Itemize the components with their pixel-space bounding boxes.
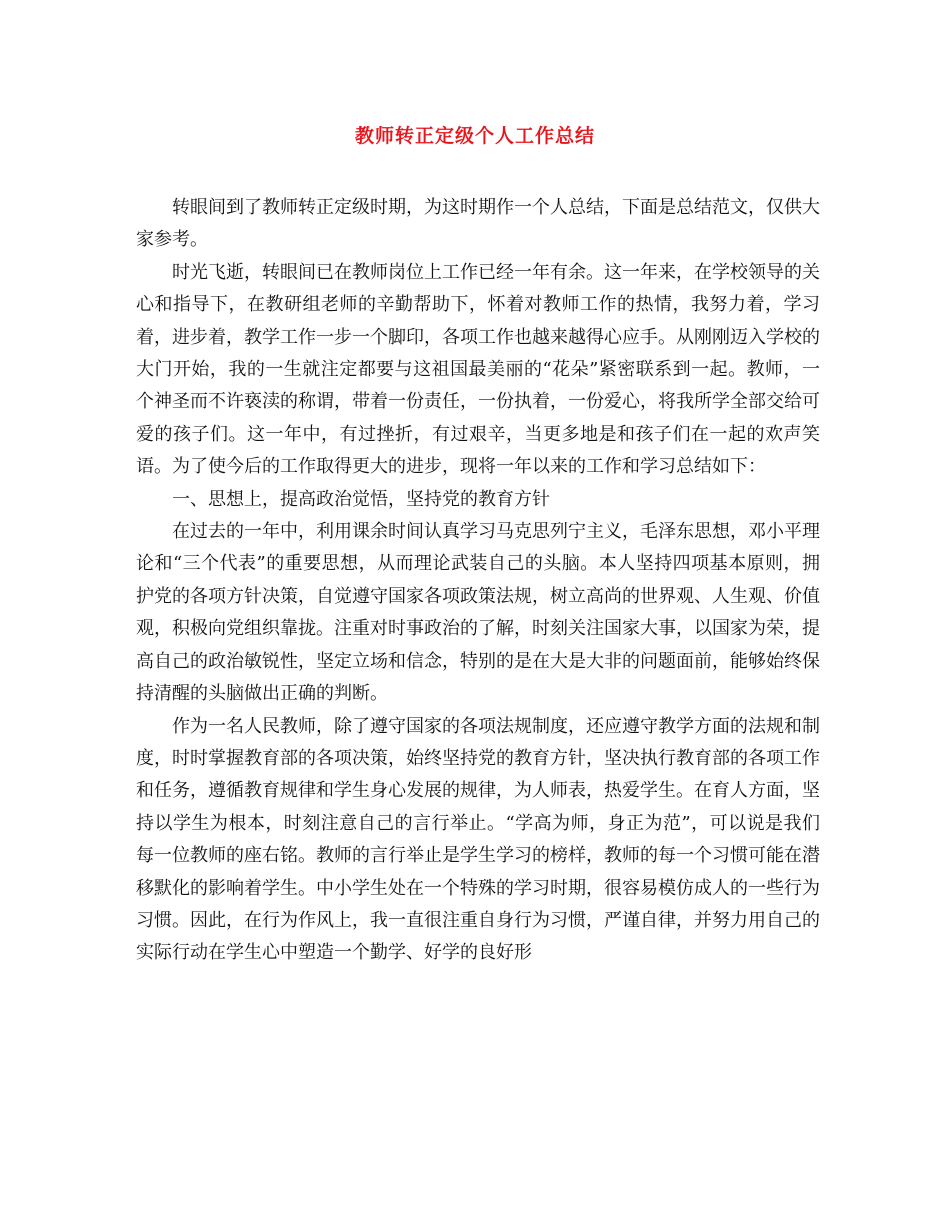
section-heading-ideology: 一、思想上，提高政治觉悟，坚持党的教育方针 [172, 488, 550, 510]
paragraph-intro: 转眼间到了教师转正定级时期，为这时期作一个人总结，下面是总结范文，仅供大家参考。 [136, 197, 820, 251]
document-title: 教师转正定级个人工作总结 [354, 125, 595, 147]
paragraph-ideology: 在过去的一年中，利用课余时间认真学习马克思列宁主义，毛泽东思想，邓小平理论和“三个代表”的重要思想，从而理论武装自己的头脑。本人坚持四项基本原则，拥护党的各项方针决策，自觉遵守国家各项政策法规，树立高尚的世界观、人生观、价值观，积极向党组织靠拢。注重对时事政治的了解，时刻关注国家大事，以国家为荣，提高自己的政治敏锐性，坚定立场和信念，特别的是在大是大非的问题面前，能够始终保持清醒的头脑做出正确的判断。 [136, 521, 820, 705]
paragraph-teacher-conduct: 作为一名人民教师，除了遵守国家的各项法规制度，还应遵守教学方面的法规和制度，时时掌握教育部的各项决策，始终坚持党的教育方针，坚决执行教育部的各项工作和任务，遵循教育规律和学生身心发展的规律，为人师表，热爱学生。在育人方面，坚持以学生为根本，时刻注意自己的言行举止。“学高为师，身正为范”，可以说是我们每一位教师的座右铭。教师的言行举止是学生学习的榜样，教师的每一个习惯可能在潜移默化的影响着学生。中小学生处在一个特殊的学习时期，很容易模仿成人的一些行为习惯。因此，在行为作风上，我一直很注重自身行为习惯，严谨自律，并努力用自己的实际行动在学生心中塑造一个勤学、好学的良好形 [136, 715, 820, 964]
paragraph-overview: 时光飞逝，转眼间已在教师岗位上工作已经一年有余。这一年来，在学校领导的关心和指导下，在教研组老师的辛勤帮助下，怀着对教师工作的热情，我努力着，学习着，进步着，教学工作一步一个脚印，各项工作也越来越得心应手。从刚刚迈入学校的大门开始，我的一生就注定都要与这祖国最美丽的“花朵”紧密联系到一起。教师，一个神圣而不许亵渎的称谓，带着一份责任，一份执着，一份爱心，将我所学全部交给可爱的孩子们。这一年中，有过挫折，有过艰辛，当更多地是和孩子们在一起的欢声笑语。为了使今后的工作取得更大的进步，现将一年以来的工作和学习总结如下： [136, 261, 820, 478]
document-body [136, 192, 820, 970]
